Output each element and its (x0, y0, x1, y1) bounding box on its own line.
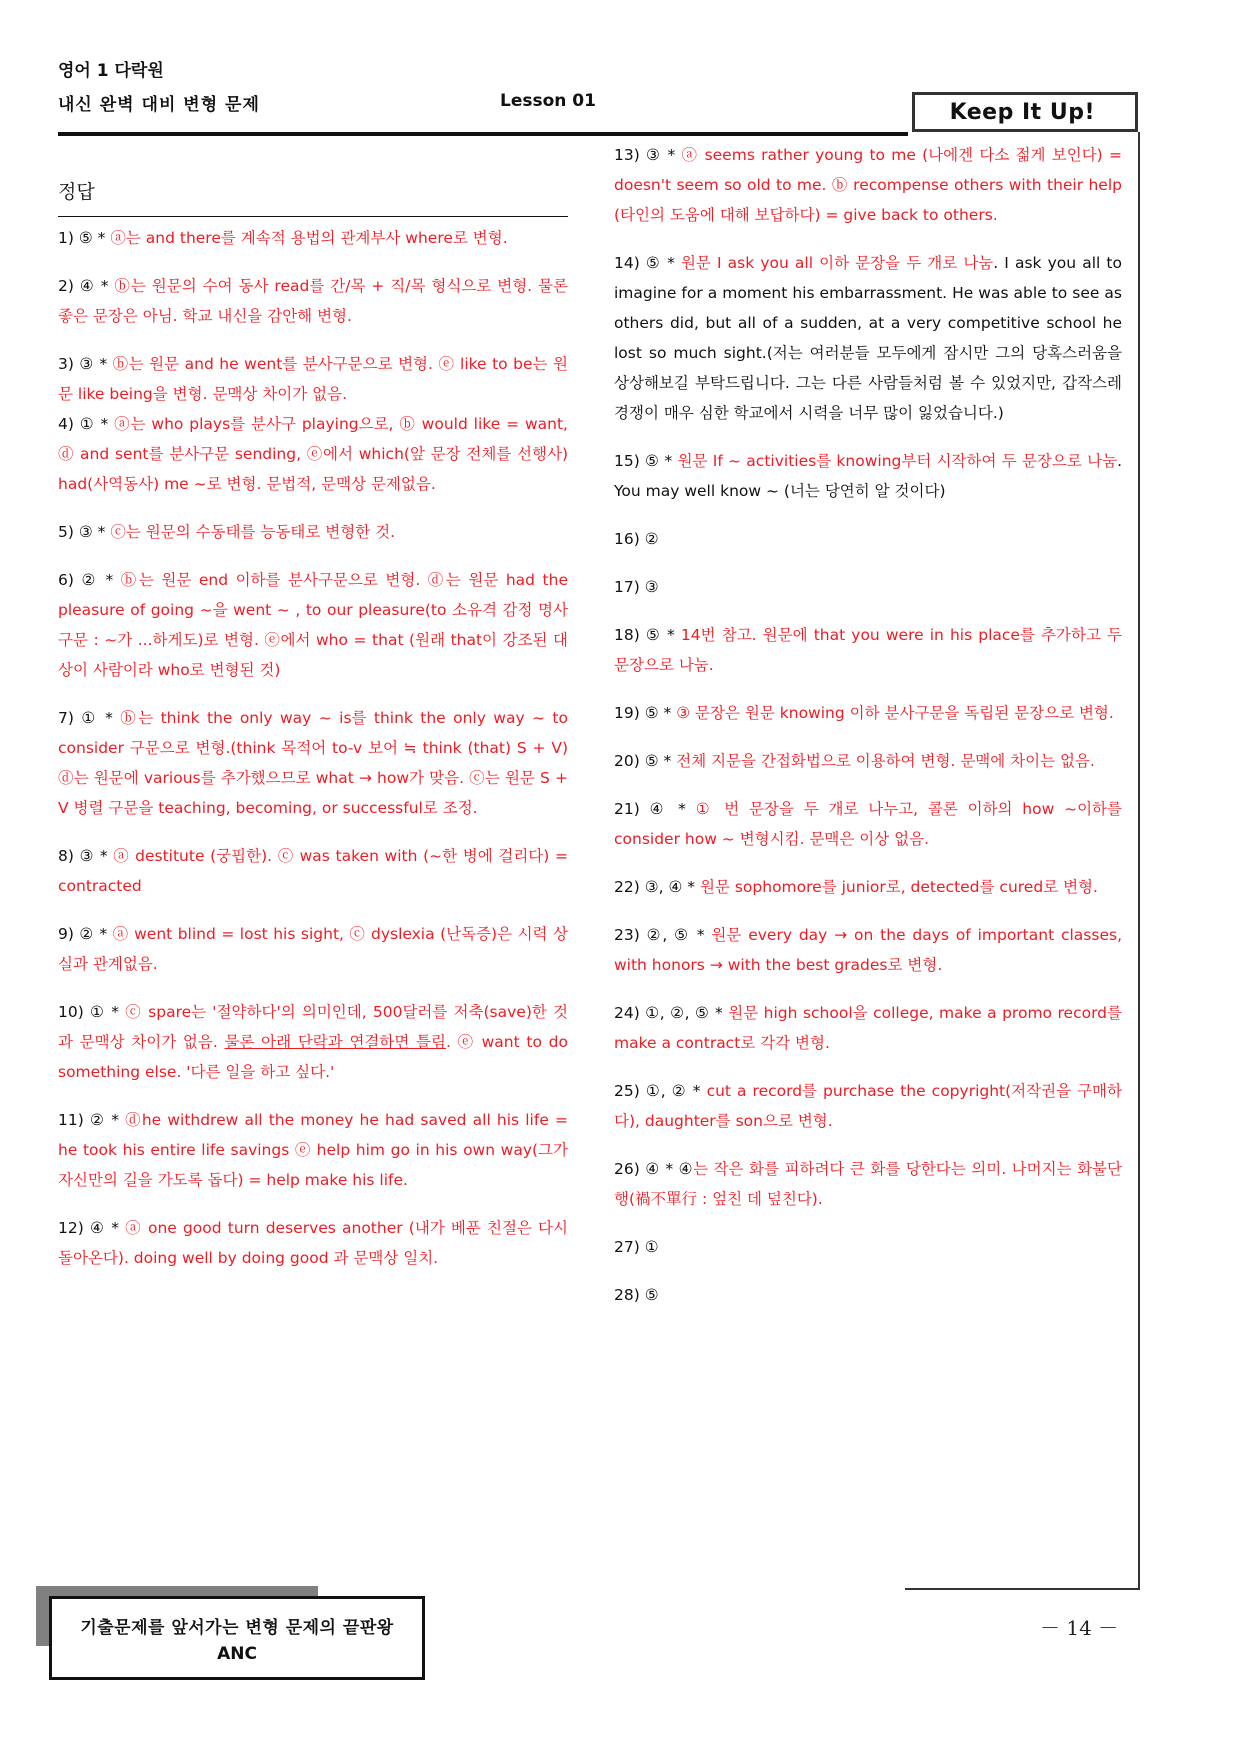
answer-choice: ② * (79, 925, 108, 943)
answer-choice: ② (644, 530, 659, 548)
answer-18 (614, 620, 1122, 680)
answer-number: 18) (614, 626, 640, 644)
answer-choice: ① * (81, 709, 113, 727)
footer-slogan: 기출문제를 앞서가는 변형 문제의 끝판왕 (80, 1618, 394, 1638)
answer-choice: ⑤ * (644, 704, 672, 722)
answer-choice: ①, ②, ⑤ * (645, 1004, 723, 1022)
header-title: 영어 1 다락원 (58, 61, 164, 81)
answer-choice: ③, ④ * (644, 878, 696, 896)
answer-choice: ① * (79, 415, 109, 433)
answer-7 (58, 703, 568, 823)
answer-explanation-underlined: 물론 아래 단락과 연결하면 틀림 (224, 1033, 446, 1051)
answer-21 (614, 794, 1122, 854)
page-number: － 14 － (1040, 1616, 1119, 1640)
answer-explanation: 원문 If ~ activities를 knowing부터 시작하여 두 문장으로 나눔 (677, 452, 1118, 470)
answer-number: 23) (614, 926, 640, 944)
answer-23 (614, 920, 1122, 980)
answer-6 (58, 565, 568, 685)
answer-explanation: 원문 high school을 college, make a promo record를 make a contract로 각각 변형. (614, 1004, 1122, 1052)
answer-number: 15) (614, 452, 640, 470)
answer-choice: ⑤ * (645, 626, 675, 644)
answer-number: 21) (614, 800, 640, 818)
answer-15 (614, 446, 1122, 506)
answer-explanation: ⓐ went blind = lost his sight, ⓒ dyslexia (난독증)은 시력 상실과 관계없음. (58, 925, 568, 973)
answer-explanation: ⓐ는 and there를 계속적 용법의 관계부사 where로 변형. (110, 229, 508, 247)
answer-explanation: 원문 every day → on the days of important classes, with honors → with the best grades로 변형. (614, 926, 1122, 974)
footer-brand-box (49, 1596, 425, 1680)
answer-translation: . You may well know ~ (너는 당연히 알 것이다) (614, 452, 1122, 500)
answer-4 (58, 409, 568, 499)
answer-explanation: ③ 문장은 원문 knowing 이하 분사구문을 독립된 문장으로 변형. (676, 704, 1114, 722)
answer-explanation: ⓑ는 원문 and he went를 분사구문으로 변형. ⓔ like to be는 원문 like being을 변형. 문맥상 차이가 없음. (58, 355, 568, 403)
answer-2 (58, 271, 568, 331)
answer-choice: ④ * (79, 277, 109, 295)
answer-16 (614, 524, 1122, 554)
answer-choice: ③ * (646, 146, 676, 164)
answer-number: 27) (614, 1238, 640, 1256)
answer-number: 24) (614, 1004, 640, 1022)
answer-explanation: 14번 참고. 원문에 that you were in his place를 추가하고 두 문장으로 나눔. (614, 626, 1123, 674)
answer-12 (58, 1213, 568, 1273)
answers-right-column (614, 140, 1122, 1328)
answer-11 (58, 1105, 568, 1195)
answer-24 (614, 998, 1122, 1058)
answer-8 (58, 841, 568, 901)
answer-choice: ⑤ * (645, 452, 673, 470)
answer-choice: ③ (644, 578, 659, 596)
section-title: 정답 (58, 181, 95, 203)
answer-number: 19) (614, 704, 640, 722)
footer-brand: ANC (217, 1644, 257, 1664)
answer-explanation: cut a record를 purchase the copyright(저작권을 구매하다), daughter를 son으로 변형. (614, 1082, 1122, 1130)
answer-choice: ① * (89, 1003, 120, 1021)
answer-number: 28) (614, 1286, 640, 1304)
answer-explanation: ⓑ는 think the only way ~ is를 think the only way ~ to consider 구문으로 변형.(think 목적어 to-v 보어 ≒ think (that) S + V) ⓓ는 원문에 various를 추가했으므로 what → how가 맞음. ⓒ는 원문 S + V 병렬 구문을 teaching, becoming, or successful로 조정. (58, 709, 568, 817)
answer-number: 12) (58, 1219, 84, 1237)
answer-25 (614, 1076, 1122, 1136)
answer-explanation: ⓐ destitute (궁핍한). ⓒ was taken with (~한 병에 걸리다) = contracted (58, 847, 568, 895)
answer-number: 13) (614, 146, 640, 164)
answer-explanation: 원문 I ask you all 이하 문장을 두 개로 나눔 (680, 254, 994, 272)
answer-number: 5) (58, 523, 74, 541)
answer-22 (614, 872, 1122, 902)
answer-choice: ④ * (89, 1219, 119, 1237)
answer-27 (614, 1232, 1122, 1262)
answer-number: 17) (614, 578, 640, 596)
answer-number: 6) (58, 571, 74, 589)
answer-explanation: 는 작은 화를 피하려다 큰 화를 당한다는 의미. 나머지는 화불단행(禍不單行 : 엎친 데 덮친다). (614, 1160, 1122, 1208)
answer-1 (58, 223, 568, 253)
answer-number: 25) (614, 1082, 640, 1100)
answer-choice: ①, ② * (645, 1082, 701, 1100)
answer-explanation: ⓑ는 원문 end 이하를 분사구문으로 변형. ⓓ는 원문 had the pleasure of going ~을 went ~ , to our pleasure(to 소유격 감정 명사 구문 : ~가 ...하게도)로 변형. ⓔ에서 who = that (원래 that이 강조된 대상이 사람이라 who로 변형된 것) (58, 571, 568, 679)
answer-28 (614, 1280, 1122, 1310)
answer-explanation: ⓐ one good turn deserves another (내가 베푼 친절은 다시 돌아온다). doing well by doing good 과 문맥상 일치. (58, 1219, 569, 1267)
answer-explanation: 원문 sophomore를 junior로, detected를 cured로 변형. (699, 878, 1098, 896)
answer-explanation: ⓐ seems rather young to me (나에겐 다소 젊게 보인다) = doesn't seem so old to me. ⓑ recompense others with their help (타인의 도움에 대해 보답하다) = give back to others. (614, 146, 1122, 224)
answer-explanation: ⓑ는 원문의 수여 동사 read를 간/목 + 직/목 형식으로 변형. 물론 좋은 문장은 아님. 학교 내신을 감안해 변형. (58, 277, 568, 325)
right-frame-vertical (1138, 132, 1140, 1590)
answer-choice: ⑤ * (644, 752, 672, 770)
answer-number: 16) (614, 530, 640, 548)
answer-number: 14) (614, 254, 640, 272)
answer-number: 7) (58, 709, 74, 727)
answer-choice: ① (644, 1238, 659, 1256)
answer-3 (58, 349, 568, 409)
answer-translation: . I ask you all to imagine for a moment his embarrassment. He was able to see as others did, but all of a sudden, at a very competitive school he lost so much sight.(저는 여러분들 모두에게 잠시만 그의 당혹스러움을 상상해보길 부탁드립니다. 그는 다른 사람들처럼 볼 수 있었지만, 갑작스레 경쟁이 매우 심한 학교에서 시력을 너무 많이 잃었습니다.) (614, 254, 1122, 422)
answer-explanation: 전체 지문을 간접화법으로 이용하여 변형. 문맥에 차이는 없음. (676, 752, 1095, 770)
answer-choice: ②, ⑤ * (646, 926, 705, 944)
answer-19 (614, 698, 1122, 728)
answer-20 (614, 746, 1122, 776)
header-subtitle: 내신 완벽 대비 변형 문제 (58, 95, 260, 115)
answer-10 (58, 997, 568, 1087)
answer-choice: ② * (89, 1111, 119, 1129)
section-rule (58, 216, 568, 217)
badge-text: Keep It Up! (949, 99, 1095, 125)
answer-explanation: ① 번 문장을 두 개로 나누고, 콜론 이하의 how ~이하를 consider how ~ 변형시킴. 문맥은 이상 없음. (614, 800, 1122, 848)
answer-17 (614, 572, 1122, 602)
answer-number: 11) (58, 1111, 84, 1129)
answer-explanation: ⓐ는 who plays를 분사구 playing으로, ⓑ would like = want, ⓓ and sent를 분사구문 sending, ⓔ에서 which(앞 문장 전체를 선행사) had(사역동사) me ~로 변형. 문법적, 문맥상 문제없음. (58, 415, 568, 493)
answer-choice: ⑤ * (78, 229, 106, 247)
answer-number: 26) (614, 1160, 640, 1178)
answer-choice: ③ * (79, 847, 108, 865)
keep-it-up-badge (912, 92, 1138, 132)
answer-choice: ③ * (79, 355, 108, 373)
answer-choice: ② * (81, 571, 114, 589)
answer-choice: ④ * (649, 800, 686, 818)
lesson-label: Lesson 01 (500, 91, 596, 111)
header-rule (58, 132, 908, 136)
answer-choice: ⑤ (644, 1286, 659, 1304)
right-frame-horizontal (905, 1588, 1140, 1590)
answer-26 (614, 1154, 1122, 1214)
answer-5 (58, 517, 568, 547)
answers-left-column (58, 170, 568, 1291)
answer-number: 20) (614, 752, 640, 770)
answer-number: 1) (58, 229, 74, 247)
answer-number: 8) (58, 847, 74, 865)
answer-number: 2) (58, 277, 74, 295)
answer-choice: ③ * (78, 523, 106, 541)
answer-explanation: ⓒ spare는 '절약하다'의 의미인데, 500달러를 저축(save)한 것과 문맥상 차이가 없음. (58, 1003, 568, 1051)
answer-explanation: . ⓔ want to do something else. '다른 일을 하고 싶다.' (58, 1033, 568, 1081)
answer-explanation: ⓓhe withdrew all the money he had saved all his life = he took his entire life savings ⓔ help him go in his own way(그가 자신만의 길을 가도록 돕다) = help make his life. (58, 1111, 568, 1189)
answer-number: 4) (58, 415, 74, 433)
answer-choice: ⑤ * (645, 254, 675, 272)
answer-number: 22) (614, 878, 640, 896)
answer-9 (58, 919, 568, 979)
answer-14 (614, 248, 1122, 428)
answer-number: 10) (58, 1003, 84, 1021)
answer-13 (614, 140, 1122, 230)
answer-explanation: ⓒ는 원문의 수동태를 능동태로 변형한 것. (110, 523, 396, 541)
answer-number: 9) (58, 925, 74, 943)
answer-number: 3) (58, 355, 74, 373)
answer-choice: ④ * ④ (645, 1160, 694, 1178)
